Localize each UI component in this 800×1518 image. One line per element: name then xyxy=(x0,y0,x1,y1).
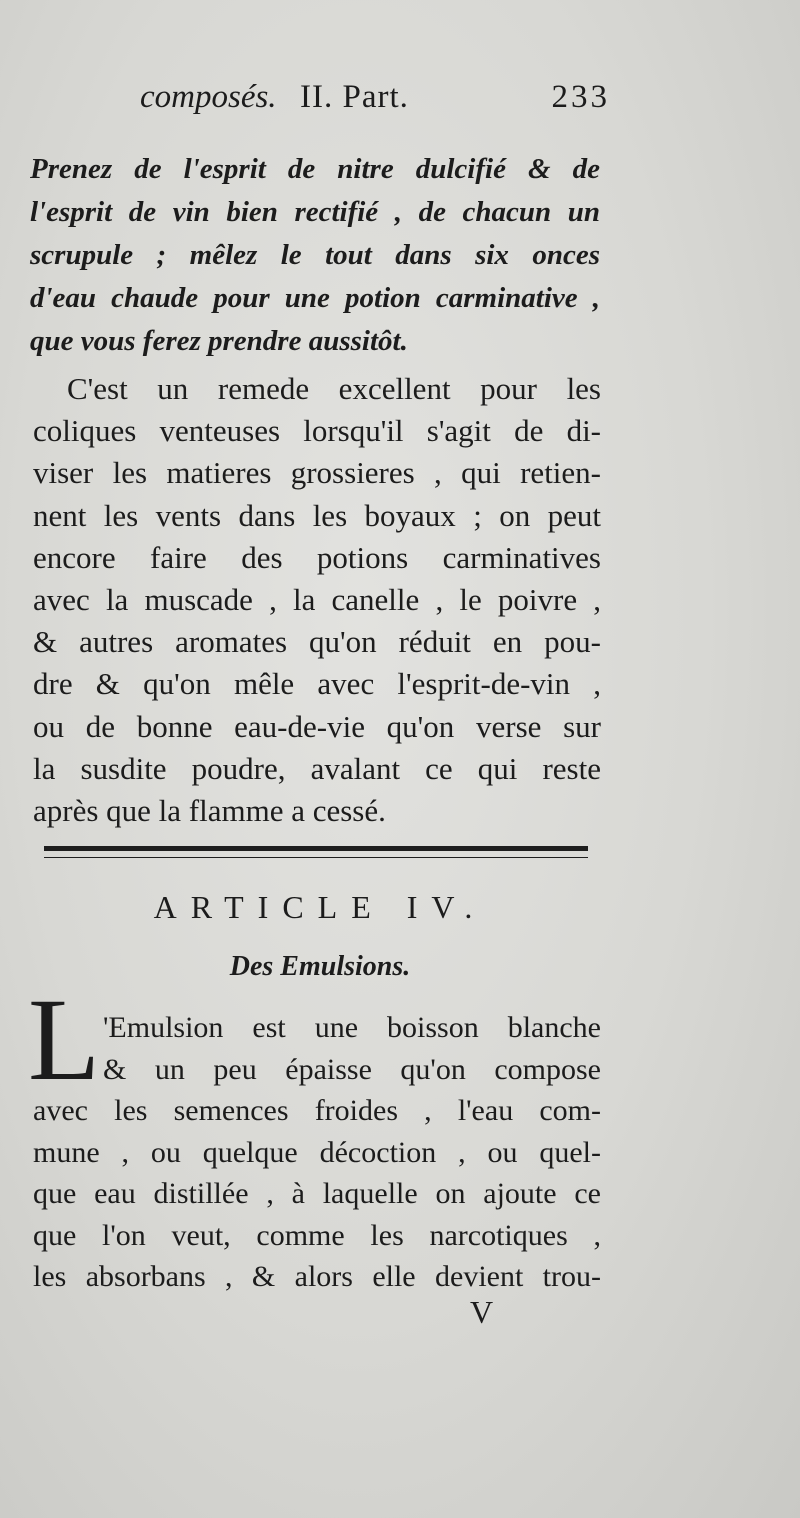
commentary-line: & autres aromates qu'on réduit en pou- xyxy=(33,624,601,660)
commentary-line: nent les vents dans les boyaux ; on peut xyxy=(33,497,601,533)
page-header xyxy=(140,72,610,122)
commentary-paragraph xyxy=(33,368,601,832)
commentary-line: après que la flamme a cessé. xyxy=(33,793,386,829)
article-line: les absorbans , & alors elle devient trou- xyxy=(33,1260,601,1293)
part-label: II. Part. xyxy=(300,79,409,115)
article-subtitle: Des Emulsions. xyxy=(229,951,411,982)
article-line: avec les semences froides , l'eau com- xyxy=(33,1094,601,1127)
recipe-line: que vous ferez prendre aussitôt. xyxy=(30,325,408,357)
recipe-line: Prenez de l'esprit de nitre dulcifié & de xyxy=(30,153,600,185)
article-line: que l'on veut, comme les narcotiques , xyxy=(33,1218,601,1252)
commentary-line: viser les matieres grossieres , qui retien- xyxy=(33,455,601,491)
article-line: 'Emulsion est une boisson blanche xyxy=(103,1011,601,1044)
recipe-line: d'eau chaude pour une potion carminative , xyxy=(30,282,600,314)
section-rule-thick xyxy=(44,846,588,851)
recipe-paragraph xyxy=(30,148,600,363)
running-title: composés. xyxy=(140,79,277,115)
commentary-line: encore faire des potions carminatives xyxy=(33,539,601,575)
recipe-line: l'esprit de vin bien rectifié , de chacun un xyxy=(30,196,600,228)
commentary-line: ou de bonne eau-de-vie qu'on verse sur xyxy=(33,708,601,744)
page-number: 233 xyxy=(551,79,610,115)
recipe-line: scrupule ; mêlez le tout dans six onces xyxy=(30,239,600,271)
article-line: mune , ou quelque décoction , ou quel- xyxy=(33,1135,601,1169)
signature-mark: V xyxy=(470,1294,494,1330)
commentary-line: dre & qu'on mêle avec l'esprit-de-vin , xyxy=(33,666,601,702)
article-title: ARTICLE IV. xyxy=(153,889,487,925)
article-paragraph xyxy=(33,1007,601,1298)
commentary-line: avec la muscade , la canelle , le poivre , xyxy=(33,582,601,618)
article-line: & un peu épaisse qu'on compose xyxy=(103,1052,601,1086)
commentary-line: coliques venteuses lorsqu'il s'agit de di- xyxy=(33,413,601,449)
commentary-line: la susdite poudre, avalant ce qui reste xyxy=(33,750,601,786)
commentary-line: C'est un remede excellent pour les xyxy=(67,371,601,406)
section-rule-thin xyxy=(44,857,588,858)
drop-capital: L xyxy=(28,974,101,1105)
article-line: que eau distillée , à laquelle on ajoute ce xyxy=(33,1177,601,1210)
